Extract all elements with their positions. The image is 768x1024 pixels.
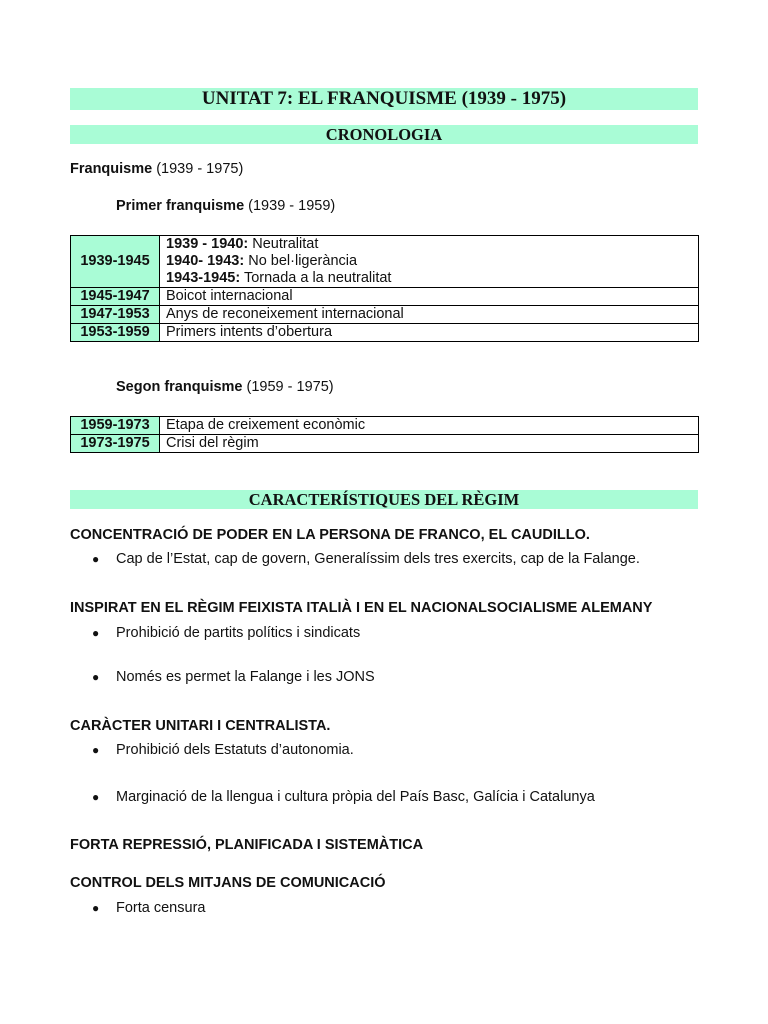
franquisme-label: Franquisme bbox=[70, 161, 153, 177]
list-item bbox=[92, 741, 354, 759]
event-line bbox=[166, 236, 698, 253]
bullet-icon: ● bbox=[92, 790, 100, 804]
year-cell: 1973-1975 bbox=[71, 435, 160, 453]
characteristic-heading-control: CONTROL DELS MITJANS DE COMUNICACIÓ bbox=[70, 875, 386, 891]
list-item-text: Prohibició de partits polítics i sindicats bbox=[116, 625, 361, 641]
bullet-icon: ● bbox=[92, 552, 100, 566]
characteristic-heading-inspirat: INSPIRAT EN EL RÈGIM FEIXISTA ITALIÀ I EN EL NACIONALSOCIALISME ALEMANY bbox=[70, 600, 653, 616]
document-title: UNITAT 7: EL FRANQUISME (1939 - 1975) bbox=[70, 88, 698, 110]
bullet-icon: ● bbox=[92, 670, 100, 684]
event-line bbox=[166, 270, 698, 287]
year-cell: 1945-1947 bbox=[71, 288, 160, 306]
event-text: Tornada a la neutralitat bbox=[240, 270, 392, 286]
section-heading-caracteristiques: CARACTERÍSTIQUES DEL RÈGIM bbox=[70, 490, 698, 509]
year-cell: 1959-1973 bbox=[71, 417, 160, 435]
list-item bbox=[92, 668, 375, 686]
list-item-text: Prohibició dels Estatuts d’autonomia. bbox=[116, 742, 354, 758]
list-item-text: Cap de l’Estat, cap de govern, Generalíssim dels tres exercits, cap de la Falange. bbox=[116, 551, 640, 567]
franquisme-dates: (1939 - 1975) bbox=[152, 161, 244, 177]
table-row bbox=[71, 288, 699, 306]
table-row bbox=[71, 306, 699, 324]
table-row bbox=[71, 324, 699, 342]
primer-franquisme-label: Primer franquisme bbox=[116, 198, 245, 214]
list-item bbox=[92, 550, 640, 568]
year-cell: 1953-1959 bbox=[71, 324, 160, 342]
event-period: 1940- 1943: bbox=[166, 253, 245, 269]
segon-franquisme-label: Segon franquisme bbox=[116, 379, 243, 395]
event-cell: Etapa de creixement econòmic bbox=[160, 417, 699, 435]
event-period: 1939 - 1940: bbox=[166, 236, 249, 252]
list-item-text: Marginació de la llengua i cultura pròpia del País Basc, Galícia i Catalunya bbox=[116, 789, 595, 805]
section-heading-cronologia: CRONOLOGIA bbox=[70, 125, 698, 144]
event-cell: Anys de reconeixement internacional bbox=[160, 306, 699, 324]
event-cell: Primers intents d’obertura bbox=[160, 324, 699, 342]
list-item bbox=[92, 899, 205, 917]
event-cell: Boicot internacional bbox=[160, 288, 699, 306]
event-period: 1943-1945: bbox=[166, 270, 241, 286]
primer-franquisme-line bbox=[116, 197, 335, 215]
bullet-icon: ● bbox=[92, 743, 100, 757]
table-row bbox=[71, 236, 699, 288]
primer-franquisme-dates: (1939 - 1959) bbox=[244, 198, 336, 214]
list-item-text: Forta censura bbox=[116, 900, 206, 916]
year-cell: 1939-1945 bbox=[71, 236, 160, 288]
characteristic-heading-repressio: FORTA REPRESSIÓ, PLANIFICADA I SISTEMÀTICA bbox=[70, 837, 424, 853]
segon-franquisme-table bbox=[70, 416, 699, 453]
segon-franquisme-line bbox=[116, 378, 334, 396]
bullet-icon: ● bbox=[92, 901, 100, 915]
franquisme-line bbox=[70, 160, 243, 178]
list-item bbox=[92, 624, 360, 642]
characteristic-heading-poder: CONCENTRACIÓ DE PODER EN LA PERSONA DE FRANCO, EL CAUDILLO. bbox=[70, 527, 590, 543]
primer-franquisme-table bbox=[70, 235, 699, 342]
event-text: No bel·ligerància bbox=[244, 253, 358, 269]
list-item bbox=[92, 788, 595, 806]
event-text: Neutralitat bbox=[248, 236, 319, 252]
event-cell bbox=[160, 236, 699, 288]
table-row bbox=[71, 435, 699, 453]
year-cell: 1947-1953 bbox=[71, 306, 160, 324]
characteristic-heading-unitari: CARÀCTER UNITARI I CENTRALISTA. bbox=[70, 718, 331, 734]
segon-franquisme-dates: (1959 - 1975) bbox=[242, 379, 334, 395]
event-line bbox=[166, 253, 698, 270]
event-cell: Crisi del règim bbox=[160, 435, 699, 453]
bullet-icon: ● bbox=[92, 626, 100, 640]
table-row bbox=[71, 417, 699, 435]
list-item-text: Només es permet la Falange i les JONS bbox=[116, 669, 375, 685]
